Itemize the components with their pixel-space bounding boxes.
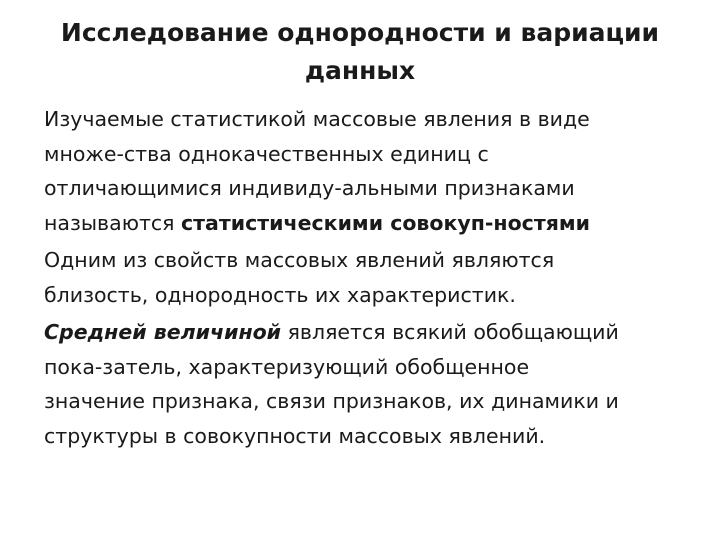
paragraph-statistical-aggregates xyxy=(44,102,694,240)
para2-line-2: близость, однородность их характеристик. xyxy=(44,282,516,307)
paragraph-homogeneity xyxy=(44,243,694,312)
slide-body xyxy=(44,102,694,456)
para3-line-4: структуры в совокупности массовых явлений. xyxy=(44,423,546,448)
para3-line-3: значение признака, связи признаков, их динамики и xyxy=(44,389,619,413)
para1-line-3: отличающимися индивиду-альными признаками xyxy=(44,176,575,200)
slide-title xyxy=(40,14,680,90)
title-line-2: данных xyxy=(304,56,416,85)
para2-line-1: Одним из свойств массовых явлений являются xyxy=(44,248,555,272)
title-line-1: Исследование однородности и вариации xyxy=(60,18,660,47)
para1-line-4-text: называются xyxy=(44,210,182,235)
para1-line-1: Изучаемые статистикой массовые явления в виде xyxy=(44,107,590,131)
para3-line-1-text: является всякий обобщающий xyxy=(281,320,619,344)
paragraph-mean-value xyxy=(44,315,694,453)
para1-line-2: множе-ства однокачественных единиц с xyxy=(44,141,489,166)
para3-line-2: пока-затель, характеризующий обобщенное xyxy=(44,354,530,379)
para3-line-1 xyxy=(44,315,694,350)
term-statistical-aggregates: статистическими совокуп-ностями xyxy=(181,210,590,235)
para1-line-4 xyxy=(44,206,694,241)
term-mean-value: Средней величиной xyxy=(44,320,282,344)
